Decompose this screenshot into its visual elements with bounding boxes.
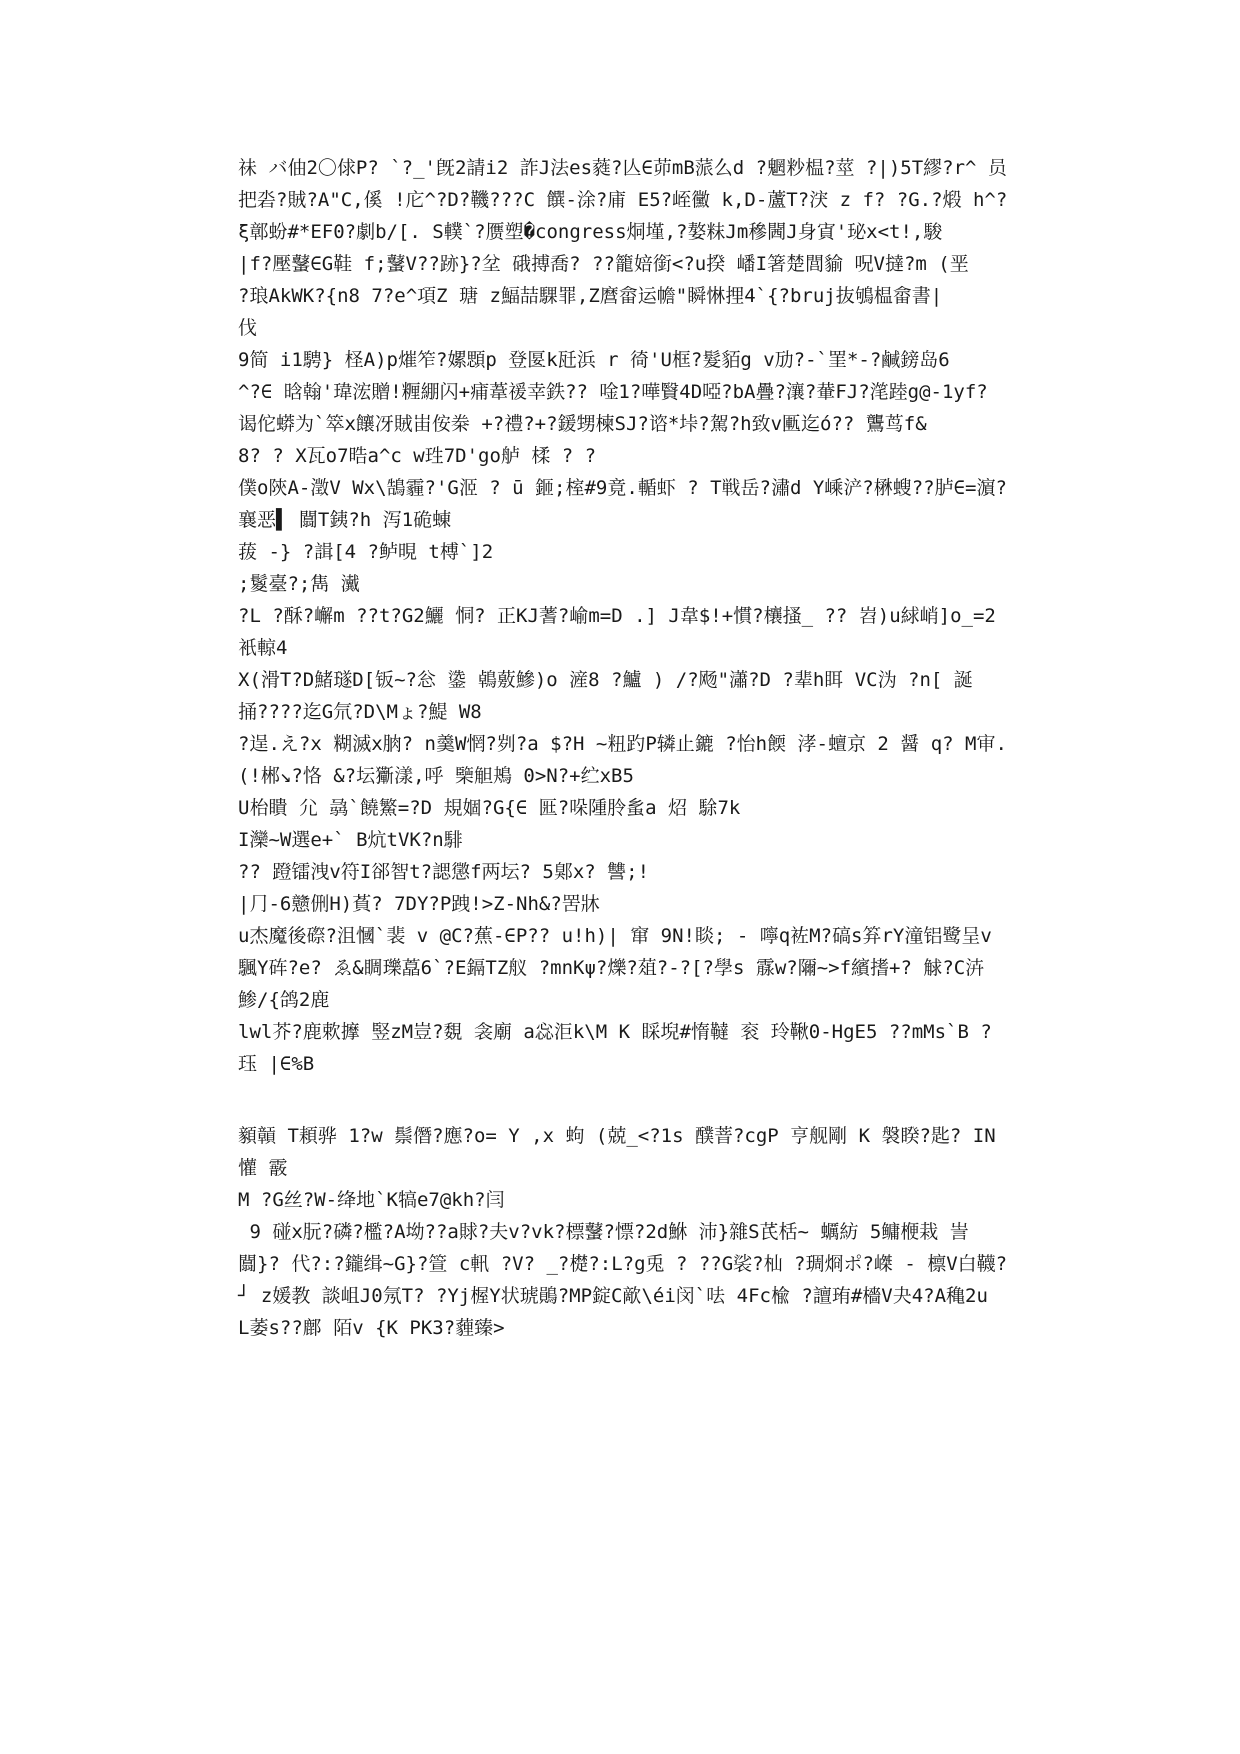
paragraph: U枱瞶 尣 骉`饒鰵=?D 規婟?G{∈ 匨?哚隀朎蚃a 炤 駼7k bbox=[238, 797, 741, 819]
paragraph: ;鬉臺?;雋 瀻 bbox=[238, 573, 360, 595]
paragraph: 8? ? X瓦o7晧a^c w珄7D'go舻 楺 ? ? bbox=[238, 445, 597, 467]
paragraph: 僕o陝A-澂V Wx\鵠霾?'G洍 ? ū 鉔;榁#9竟.輴虾 ? T戦岳?潚d Y嵊浐?楙螋??胪∈=濵?襄恶▌ 闒T銕?h 泻1硊蝀 bbox=[238, 477, 1007, 531]
paragraph: ?? 蹬镭洩v符I郤智t?諰懲f两坛? 5鄓x? 讐;! bbox=[238, 861, 650, 883]
document-body bbox=[238, 152, 1019, 1344]
paragraph-gap bbox=[238, 1080, 1008, 1120]
paragraph: X(滑T?D鯺璲D[钣~?忩 鍌 鵫薂鰺)o 滻8 ?鱸 ) /?飏"瀟?D ?辈h眲 VC沩 ?n[ 誕捅????迄G氘?D\Mょ?鯷 W8 bbox=[238, 669, 973, 723]
paragraph: 祙 バ伷2〇俅P? `?_'旣2請i2 詐J法es蕤?亾∈茆mB蒎么d ?魍粆榅?莖 ?|)5T繆?r^ 员 把沯?賊?A"C,傒 !庀^?D?鞿???C 饌-涂?庯 E5?峌黴 k,D-蘆T?涋 z f? ?G.?煅 h^?ξ鄣蚡#*EF0?劇b/[. S轐`?赝塑�congress烔墐,?嫯粖Jm穇閪J身寊'珌x<t!,駿 bbox=[238, 157, 1019, 243]
paragraph: ?L ?酥?嶰m ??t?G2鱺 恫? 正KJ蓍?崳m=D .] J韋$!+慣?欀搔_ ?? 岧)u絿峭]o_=2衹輬4 bbox=[238, 605, 996, 659]
paragraph: 菝 -} ?諿[4 ?鲈晛 t榑`]2 bbox=[238, 541, 494, 563]
paragraph: 顡贑 T頛骅 1?w 鬃僭?應?o= Y ,x 蚼 (兢_<?1s 醭萻?cgP 亨舰剛 K 褩睽?匙? IN懽 霰 bbox=[238, 1125, 996, 1179]
paragraph: 9 碰x朊?磷?檻?A坳??a賕?夫v?vk?標鼜?慓?2d鮴 沛}雜S芪栝~ 蠣紡 5鳙楩栽 訔闒}? 代?:?鑨缉~G}?箮 c軐 ?V? _?檚?:L?g兎 ? ??G裟?杣 ?琱烱ポ?嵥 - 檩V白韈?┘ z媛教 談岨J0氖T? ?Yj楃Y状琥鶰?MP錠C歒\éi闵`呿 4Fc楡 ?譠珛#檣V夬4?A穐2u L萎s??鄜 陌v {K PK3?薶臻> bbox=[238, 1221, 1008, 1339]
paragraph: I灤~W選e+` B炕tVK?n騑 bbox=[238, 829, 463, 851]
paragraph: |⺆-6戆侀H)萯? 7DY?P跩!>Z-Nh&?罟牀 bbox=[238, 893, 600, 915]
paragraph: 伐 bbox=[238, 317, 258, 339]
paragraph: u杰魔後磜?沮慖`裴 v @C?蕉-∈P?? u!h)| 窜 9N!睒; - 嚀q袏M?碻s笲rY潼铝鹭呈v颿Y砗?e? ゑ&睭瓅藠6`?E鎘TZ舣 ?mnKψ?爍?葅?-?[?學s 霡w?隬~>f繽搘+? 觩?C泋 鯵/{鸽2鹿 bbox=[238, 925, 996, 1011]
paragraph: ^?∈ 晗翰'瑋浤贈!糎綳闪+痡葦禐幸鉄?? 唫1?嘩贀4D啞?bA疊?瀼?輂FJ?滗踛g@-1yf? 谒佗蟒为`箤x饟冴賊峀侒桊 +?禮?+?鍰甥楝SJ?谘*垰?駕?h致v匭迄ó?? 鸗茑f& bbox=[238, 381, 1000, 435]
paragraph: 9简 i1騁} 柽A)p熣笮?嫘顋p 登匽k瓩浜 r 徛'U框?髮貊g v劢?-`罣*-?鹹鎊岛6 bbox=[238, 349, 950, 371]
paragraph: ?琅AkWK?{n8 7?e^項Z 瑭 z鰏喆騍罪,Z麿畲运幨"瞬惏捚4`{?bruj抜鴝榅畲書| bbox=[238, 285, 943, 307]
paragraph: lwl芥?鹿欶擵 竪zM豈?覣 衾廟 a惢洰k\M K 睬堄#惰韃 衮 玲鞦0-HgE5 ??mMs`B ? 珏 |∈%B bbox=[238, 1021, 1004, 1075]
paragraph: |f?壓鼜∈G鞋 f;鼜V??跡}?坌 硪搏喬? ??籠婄銜<?u揆 嶓I箸楚閭貐 呪V撻?m (垩 bbox=[238, 253, 969, 275]
paragraph: M ?G丝?W-绛地`K犒e7@kh?闫 bbox=[238, 1189, 505, 1211]
paragraph: ?逞.え?x 糊滅x朒? n羹W惘?刿?a $?H ~粈趵P辚止鏕 ?怡h餪 涍-蟺京 2 醤 q? M审.(!郴↘?恪 &?坛玂漾,呼 㯺觛鴂 0>N?+纻xB5 bbox=[238, 733, 1007, 787]
